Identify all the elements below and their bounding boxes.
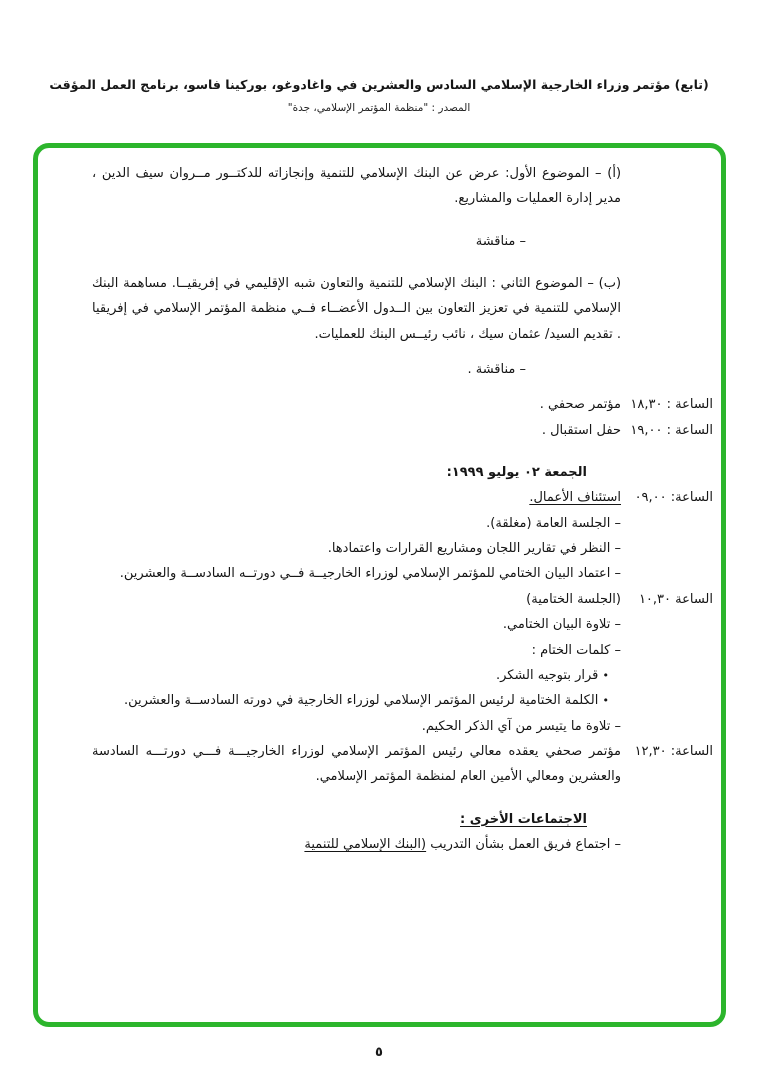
bullet-marker: • (602, 668, 609, 682)
row-text: اعتماد البيان الختامي للمؤتمر الإسلامي لوزراء الخارجيــة فــي دورتــه السادســة والعشرين. (119, 566, 611, 582)
row-text: الجلسة العامة (مغلقة). (486, 515, 611, 531)
row-text: قرار بتوجيه الشكر. (495, 667, 599, 683)
time-label: الساعة ١٠,٣٠ (638, 591, 713, 607)
row-content (90, 663, 621, 688)
row-content (90, 807, 621, 832)
dash-marker: – (614, 718, 621, 734)
schedule-row (90, 612, 713, 637)
schedule-row (90, 587, 713, 612)
schedule (90, 161, 713, 857)
row-text: كلمات الختام : (531, 642, 611, 658)
dash-marker: – (614, 566, 621, 582)
row-content (90, 561, 621, 586)
schedule-row (90, 511, 713, 536)
program-box (33, 143, 726, 1027)
schedule-row (90, 357, 713, 382)
schedule-row (90, 418, 713, 443)
row-text: تلاوة ما يتيسر من آي الذكر الحكيم. (421, 718, 611, 734)
letter-marker: (أ) – (595, 166, 622, 181)
schedule-row (90, 663, 713, 688)
row-text: الموضوع الأول: عرض عن البنك الإسلامي للتنمية وإنجازاته للدكتــور مــروان سيف الدين ، مدير إدارة العمليات والمشاريع. (92, 166, 621, 207)
row-content (90, 161, 621, 212)
document-header (20, 76, 738, 114)
schedule-row (90, 460, 713, 485)
row-text: مؤتمر صحفي . (539, 397, 621, 413)
row-content (90, 638, 621, 663)
dash-marker: – (614, 541, 621, 557)
row-text: اجتماع فريق العمل بشأن التدريب (426, 836, 611, 852)
row-content (90, 714, 621, 739)
row-content (90, 688, 621, 713)
dash-marker: – (614, 642, 621, 658)
schedule-row (90, 832, 713, 857)
row-text: (الجلسة الختامية) (526, 591, 621, 607)
row-content (90, 587, 621, 612)
row-text: استئناف الأعمال. (529, 490, 621, 506)
row-text: الاجتماعات الأخرى : (460, 811, 587, 827)
schedule-row (90, 485, 713, 510)
dash-marker: – (614, 515, 621, 531)
row-text: مناقشة . (467, 362, 516, 378)
letter-marker: (ب) – (587, 276, 622, 292)
row-content (90, 485, 621, 510)
row-text: تلاوة البيان الختامي. (502, 617, 611, 633)
row-content (90, 536, 621, 561)
schedule-row (90, 807, 713, 832)
time-label: الساعة: ٠٩,٠٠ (634, 490, 713, 506)
dash-marker: – (614, 617, 621, 633)
row-content (90, 229, 621, 254)
row-content (90, 832, 621, 857)
dash-marker: – (519, 233, 526, 249)
schedule-row (90, 229, 713, 254)
row-content (90, 612, 621, 637)
row-text: النظر في تقارير اللجان ومشاريع القرارات واعتمادها. (327, 541, 611, 557)
schedule-row (90, 392, 713, 417)
row-text: الجمعة ٠٢ يوليو ١٩٩٩: (446, 465, 587, 481)
row-content (90, 739, 621, 790)
row-content (90, 357, 621, 382)
row-content (90, 511, 621, 536)
row-text: الموضوع الثاني : البنك الإسلامي للتنمية والتعاون شبه الإقليمي في إفريقيــا. مساهمة البنك الإسلامي للتنمية في تعزيز التعاون بين الــدول الأعضــاء فــي منظمة المؤتمر الإسلامي في إفريقيا . تقديم السيد/ عثمان سيك ، نائب رئيــس البنك للعمليات. (92, 276, 621, 342)
row-content (90, 418, 621, 443)
time-label: الساعة: ١٢,٣٠ (634, 743, 713, 759)
schedule-row (90, 638, 713, 663)
row-text: حفل استقبال . (541, 422, 621, 438)
row-text: مناقشة (475, 233, 516, 249)
source-line: المصدر : "منظمة المؤتمر الإسلامي، جدة" (287, 101, 471, 114)
schedule-row (90, 561, 713, 586)
document-title: (تابع) مؤتمر وزراء الخارجية الإسلامي السادس والعشرين في واغادوغو، بوركينا فاسو، برنامج العمل المؤقت (49, 77, 709, 92)
schedule-row (90, 688, 713, 713)
schedule-row (90, 161, 713, 212)
underlined-text: (البنك الإسلامي للتنمية (304, 836, 427, 852)
row-content (90, 460, 621, 485)
schedule-row (90, 536, 713, 561)
schedule-row (90, 271, 713, 347)
dash-marker: – (614, 836, 621, 852)
row-text: الكلمة الختامية لرئيس المؤتمر الإسلامي لوزراء الخارجية في دورته السادســة والعشرين. (123, 693, 599, 709)
time-label: الساعة : ١٩,٠٠ (630, 422, 713, 438)
row-text: مؤتمر صحفي يعقده معالي رئيس المؤتمر الإسلامي لوزراء الخارجيـــة فـــي دورتـــه السادسة والعشرين ومعالي الأمين العام لمنظمة المؤتمر الإسلامي. (92, 743, 621, 785)
schedule-row (90, 739, 713, 790)
row-content (90, 271, 621, 347)
row-content (90, 392, 621, 417)
time-label: الساعة : ١٨,٣٠ (630, 397, 713, 413)
page-number: ٥ (375, 1045, 383, 1060)
bullet-marker: • (602, 694, 609, 708)
dash-marker: – (519, 362, 526, 378)
schedule-row (90, 714, 713, 739)
